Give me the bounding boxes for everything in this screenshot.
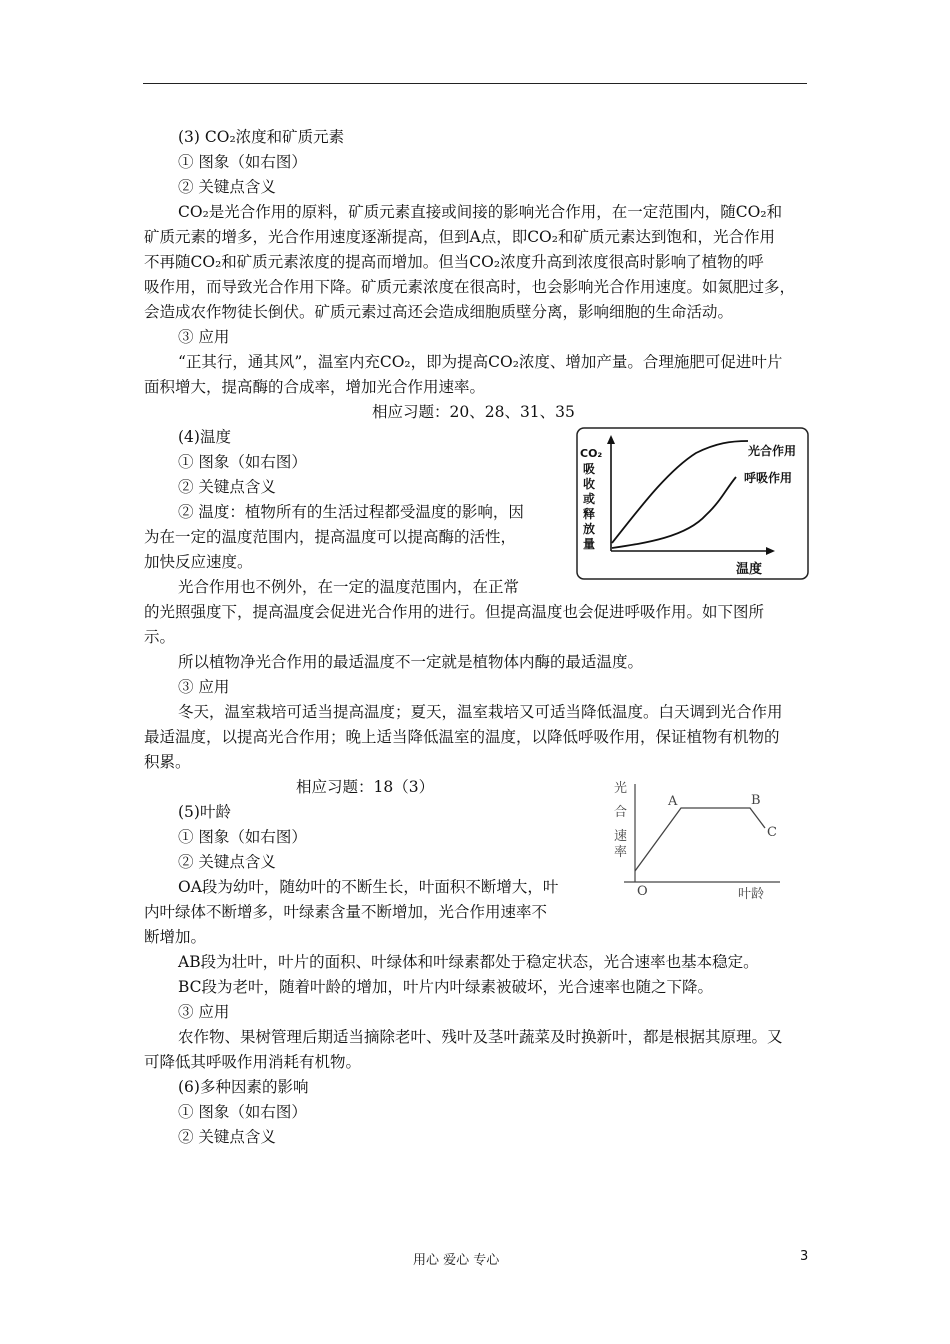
y-label-char: 合 bbox=[614, 805, 628, 820]
series-label-photosynthesis: 光合作用 bbox=[748, 444, 797, 458]
header-rule bbox=[143, 83, 807, 84]
section-3-key-label: ② 关键点含义 bbox=[178, 178, 276, 196]
section-3-figure-label: ① 图象（如右图） bbox=[178, 153, 307, 171]
y-label-char: 吸 bbox=[583, 462, 596, 476]
y-label-char: 放 bbox=[583, 522, 596, 536]
series-label-respiration: 呼吸作用 bbox=[744, 471, 793, 485]
temperature-chart bbox=[576, 427, 809, 580]
point-b-label: B bbox=[751, 793, 761, 808]
section-4-exercises: 相应习题：18（3） bbox=[296, 778, 435, 796]
section-6-figure-label: ① 图象（如右图） bbox=[178, 1103, 307, 1121]
y-label-char: CO₂ bbox=[580, 447, 603, 460]
y-label-char: 收 bbox=[583, 477, 596, 491]
section-5-application-label: ③ 应用 bbox=[178, 1003, 230, 1021]
section-4-para-line: ② 温度：植物所有的生活过程都受温度的影响，因 bbox=[178, 503, 524, 521]
point-c-label: C bbox=[767, 825, 777, 840]
section-4-para-line: 示。 bbox=[144, 628, 176, 646]
section-5-key-label: ② 关键点含义 bbox=[178, 853, 276, 871]
section-4-key-label: ② 关键点含义 bbox=[178, 478, 276, 496]
section-6-heading: (6)多种因素的影响 bbox=[178, 1078, 309, 1096]
section-4-figure-label: ① 图象（如右图） bbox=[178, 453, 307, 471]
section-3-para-line: CO₂是光合作用的原料，矿质元素直接或间接的影响光合作用，在一定范围内，随CO₂和 bbox=[178, 203, 783, 221]
x-axis-label: 温度 bbox=[736, 562, 763, 577]
y-label-char: 光 bbox=[614, 781, 628, 796]
section-4-para-line: 所以植物净光合作用的最适温度不一定就是植物体内酶的最适温度。 bbox=[178, 653, 644, 671]
x-axis-label: 叶龄 bbox=[738, 887, 765, 902]
section-5-para-line: BC段为老叶，随着叶龄的增加，叶片内叶绿素被破坏，光合速率也随之下降。 bbox=[178, 978, 714, 996]
y-label-char: 速 bbox=[614, 829, 628, 844]
section-5-heading: (5)叶龄 bbox=[178, 803, 231, 821]
section-5-para-line: 断增加。 bbox=[144, 928, 207, 946]
y-label-char: 释 bbox=[583, 507, 596, 521]
section-4-para-line: 光合作用也不例外，在一定的温度范围内，在正常 bbox=[178, 578, 520, 596]
section-3-application-label: ③ 应用 bbox=[178, 328, 230, 346]
section-4-para-line: 的光照强度下，提高温度会促进光合作用的进行。但提高温度也会促进呼吸作用。如下图所 bbox=[144, 603, 765, 621]
footer-motto: 用心 爱心 专心 bbox=[413, 1253, 500, 1268]
section-4-application-line: 积累。 bbox=[144, 753, 191, 771]
section-4-heading: (4)温度 bbox=[178, 428, 231, 446]
point-a-label: A bbox=[668, 794, 678, 809]
section-4-para-line: 加快反应速度。 bbox=[144, 553, 253, 571]
section-3-para-line: 不再随CO₂和矿质元素浓度的提高而增加。但当CO₂浓度升高到浓度很高时影响了植物的呼 bbox=[144, 253, 764, 271]
y-label-char: 率 bbox=[614, 845, 628, 860]
y-label-char: 量 bbox=[583, 537, 596, 551]
section-3-para-line: 会造成农作物徒长倒伏。矿质元素过高还会造成细胞质壁分离，影响细胞的生命活动。 bbox=[144, 303, 734, 321]
section-3-heading: (3) CO₂浓度和矿质元素 bbox=[178, 128, 345, 146]
section-4-application-label: ③ 应用 bbox=[178, 678, 230, 696]
leaf-age-chart bbox=[608, 776, 786, 908]
section-6-key-label: ② 关键点含义 bbox=[178, 1128, 276, 1146]
section-4-application-line: 最适温度，以提高光合作用；晚上适当降低温室的温度，以降低呼吸作用，保证植物有机物的 bbox=[144, 728, 780, 746]
section-4-application-line: 冬天，温室栽培可适当提高温度；夏天，温室栽培又可适当降低温度。白天调到光合作用 bbox=[178, 703, 783, 721]
photosynthesis-rate-line bbox=[635, 808, 765, 871]
section-5-para-line: AB段为壮叶，叶片的面积、叶绿体和叶绿素都处于稳定状态，光合速率也基本稳定。 bbox=[178, 953, 759, 971]
y-label-char: 或 bbox=[583, 492, 596, 506]
section-5-para-line: OA段为幼叶，随幼叶的不断生长，叶面积不断增大，叶 bbox=[178, 878, 559, 896]
section-4-para-line: 为在一定的温度范围内，提高温度可以提高酶的活性， bbox=[144, 528, 517, 546]
origin-label: O bbox=[637, 884, 648, 899]
section-5-application-line: 农作物、果树管理后期适当摘除老叶、残叶及茎叶蔬菜及时换新叶，都是根据其原理。又 bbox=[178, 1028, 783, 1046]
section-5-figure-label: ① 图象（如右图） bbox=[178, 828, 307, 846]
page-number: 3 bbox=[800, 1249, 809, 1264]
section-3-application-line: “正其行，通其风”，温室内充CO₂，即为提高CO₂浓度、增加产量。合理施肥可促进叶片 bbox=[178, 353, 783, 371]
section-5-application-line: 可降低其呼吸作用消耗有机物。 bbox=[144, 1053, 362, 1071]
section-3-application-line: 面积增大，提高酶的合成率，增加光合作用速率。 bbox=[144, 378, 486, 396]
section-3-para-line: 吸作用，而导致光合作用下降。矿质元素浓度在很高时，也会影响光合作用速度。如氮肥过多， bbox=[144, 278, 796, 296]
section-3-para-line: 矿质元素的增多，光合作用速度逐渐提高，但到A点，即CO₂和矿质元素达到饱和，光合作用 bbox=[144, 228, 775, 246]
section-5-para-line: 内叶绿体不断增多，叶绿素含量不断增加，光合作用速率不 bbox=[144, 903, 548, 921]
section-3-exercises: 相应习题：20、28、31、35 bbox=[372, 403, 575, 421]
